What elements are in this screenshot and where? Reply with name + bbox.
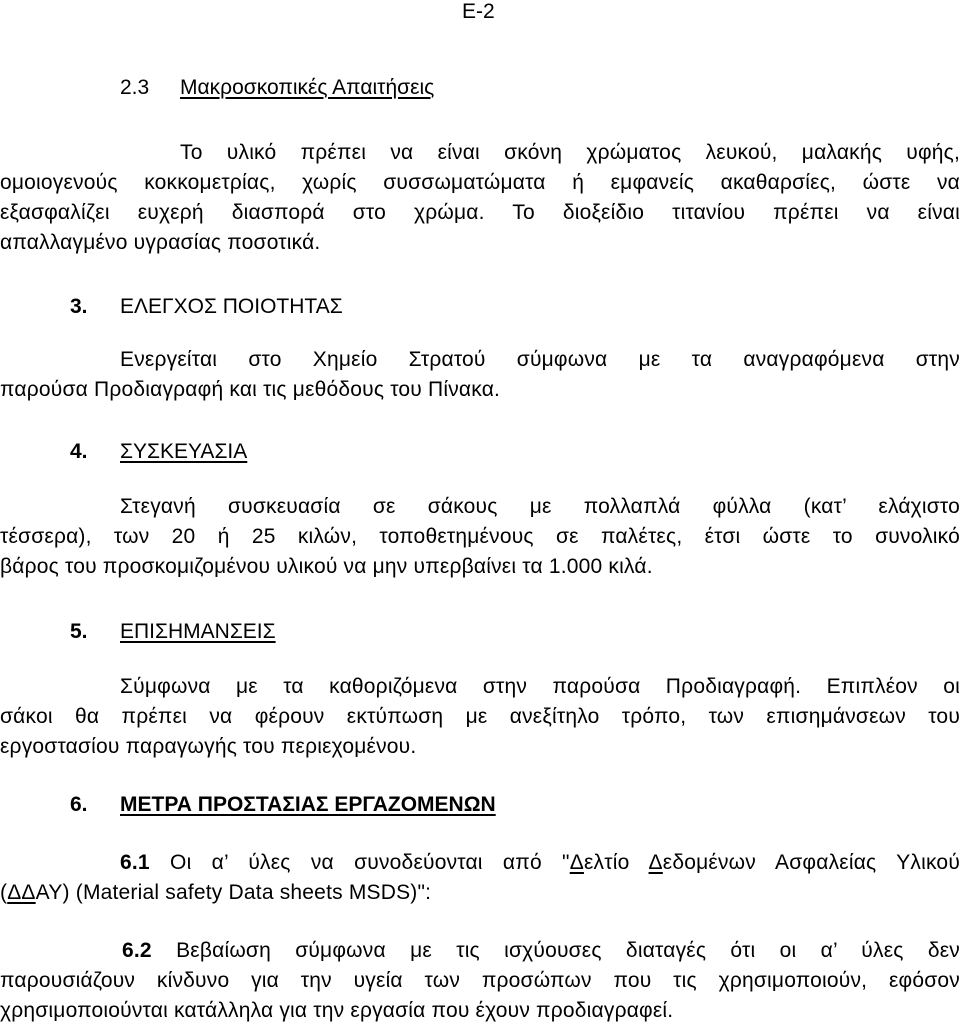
paragraph-line: εξασφαλίζει ευχερή διασπορά στο χρώμα. Το διοξείδιο τιτανίου πρέπει να είναι: [0, 201, 960, 224]
section-5-paragraph: [0, 672, 960, 762]
underlined-letters: ΔΔ: [7, 881, 36, 904]
underlined-letter: Δ: [648, 851, 663, 874]
paragraph-line: τέσσερα), των 20 ή 25 κιλών, τοποθετημένους σε παλέτες, έτσι ώστε το συνολικό: [0, 525, 960, 548]
subsection-6-1-line-1: [0, 848, 960, 878]
section-2-3-number: 2.3: [120, 76, 150, 99]
paragraph-line: παρούσα Προδιαγραφή και τις μεθόδους του Πίνακα.: [0, 378, 501, 401]
section-2-3-paragraph: [0, 138, 960, 258]
paragraph-line: απαλλαγμένο υγρασίας ποσοτικά.: [0, 231, 321, 254]
paragraph-line: ομοιογενούς κοκκομετρίας, χωρίς συσσωματώματα ή εμφανείς ακαθαρσίες, ώστε να: [0, 171, 960, 194]
section-4-number: 4.: [70, 440, 88, 463]
section-3-heading: [70, 292, 343, 322]
section-2-3-heading: [120, 73, 434, 103]
subsection-6-2-line-1: [0, 936, 960, 966]
paragraph-line: σάκοι θα πρέπει να φέρουν εκτύπωση με ανεξίτηλο τρόπο, των επισημάνσεων του: [0, 705, 960, 728]
paragraph-line: Στεγανή συσκευασία σε σάκους με πολλαπλά φύλλα (κατ’ ελάχιστο: [120, 495, 960, 518]
paragraph-line: χρησιμοποιούνται κατάλληλα για την εργασία που έχουν προδιαγραφεί.: [0, 999, 674, 1022]
section-5-number: 5.: [70, 620, 88, 643]
section-2-3-title: Μακροσκοπικές Απαιτήσεις: [180, 76, 435, 99]
paragraph-line: Το υλικό πρέπει να είναι σκόνη χρώματος λευκού, μαλακής υφής,: [180, 141, 960, 164]
section-5-heading: [70, 617, 276, 647]
section-4-paragraph: [0, 492, 960, 582]
page-number: Ε-2: [462, 0, 495, 23]
subsection-6-1-text: Οι α’ ύλες να συνοδεύονται από ": [170, 851, 570, 874]
subsection-6-1: [0, 848, 960, 908]
subsection-6-2: [0, 936, 960, 1026]
paragraph-line: Σύμφωνα με τα καθοριζόμενα στην παρούσα Προδιαγραφή. Επιπλέον οι: [120, 675, 960, 698]
underlined-letter: Δ: [569, 851, 584, 874]
subsection-6-1-line-2: [0, 878, 960, 908]
section-3-title: ΕΛΕΓΧΟΣ ΠΟΙΟΤΗΤΑΣ: [120, 295, 343, 318]
section-3-number: 3.: [70, 295, 88, 318]
section-6-title: ΜΕΤΡΑ ΠΡΟΣΤΑΣΙΑΣ ΕΡΓΑΖΟΜΕΝΩΝ: [120, 793, 496, 816]
subsection-6-1-text: (: [0, 881, 8, 904]
subsection-6-1-text: ΑΥ) (Material safety Data sheets MSDS)":: [35, 881, 432, 904]
subsection-6-1-text: εδομένων Ασφαλείας Υλικού: [662, 851, 960, 874]
section-3-paragraph: [0, 345, 960, 405]
subsection-6-1-text: ελτίο: [583, 851, 649, 874]
subsection-6-1-number: 6.1: [120, 851, 150, 874]
paragraph-line: Ενεργείται στο Χημείο Στρατού σύμφωνα με τα αναγραφόμενα στην: [120, 348, 960, 371]
paragraph-line: εργοστασίου παραγωγής του περιεχομένου.: [0, 735, 417, 758]
paragraph-line: παρουσιάζουν κίνδυνο για την υγεία των προσώπων που τις χρησιμοποιούν, εφόσον: [0, 969, 960, 992]
paragraph-line: βάρος του προσκομιζομένου υλικού να μην υπερβαίνει τα 1.000 κιλά.: [0, 555, 653, 578]
subsection-6-2-number: 6.2: [122, 939, 152, 962]
section-6-heading: [70, 790, 496, 820]
section-4-heading: [70, 437, 247, 467]
section-6-number: 6.: [70, 793, 88, 816]
section-4-title: ΣΥΣΚΕΥΑΣΙΑ: [120, 440, 248, 463]
section-5-title: ΕΠΙΣΗΜΑΝΣΕΙΣ: [120, 620, 276, 643]
subsection-6-2-text: Βεβαίωση σύμφωνα με τις ισχύουσες διαταγές ότι οι α’ ύλες δεν: [176, 939, 960, 962]
